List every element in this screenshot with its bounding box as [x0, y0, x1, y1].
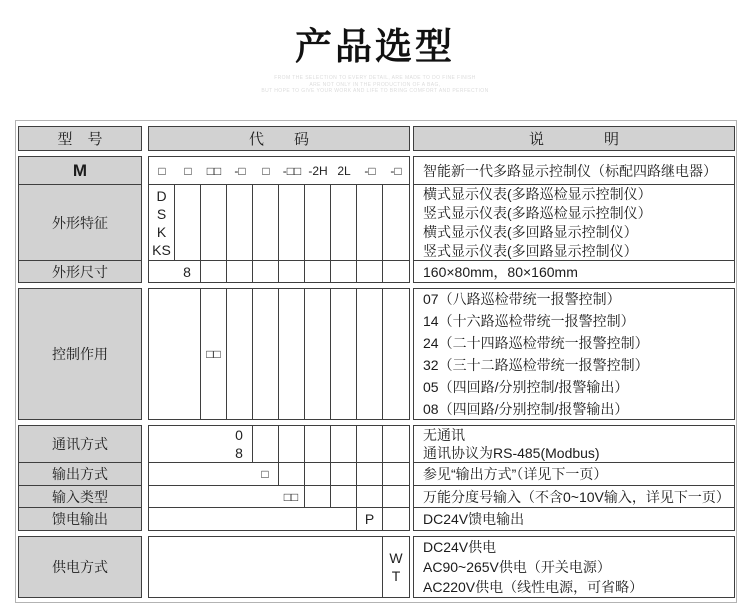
code-empty-cell [331, 261, 357, 282]
code-pos-6: -□□ [282, 163, 302, 178]
code-empty-cell [227, 261, 253, 282]
output-mode-code-cell: □ [149, 463, 279, 485]
desc-communication: 无通讯 通讯协议为RS-485(Modbus) [423, 427, 600, 461]
code-empty-cell [383, 426, 409, 462]
code-empty-cell [279, 185, 305, 260]
code-empty-cell [279, 463, 305, 485]
band-comm-output-input-feed [18, 425, 733, 531]
code-row-feed-output [149, 507, 409, 530]
code-empty-cell [357, 486, 383, 507]
code-row-shape-feature [149, 184, 409, 260]
desc-control-function: 07（八路巡检带统一报警控制） 14（十六路巡检带统一报警控制） 24（二十四路巡检带统一报警控制） 32（三十二路巡检带统一报警控制） 05（四回路/分别控制/报警输出） 08（四回路/分别控制/报警输出） [423, 291, 649, 417]
code-pos-10: -□ [390, 163, 402, 178]
code-empty-cell [227, 185, 253, 260]
code-row-output-mode [149, 462, 409, 485]
code-empty-cell [305, 261, 331, 282]
code-empty-cell [357, 289, 383, 419]
column-header-description: 说 明 [414, 127, 734, 150]
shape-feature-codes: D S K KS [149, 185, 175, 260]
row-label-communication: 通讯方式 [19, 426, 141, 462]
code-row-dimensions [149, 260, 409, 282]
code-empty-cell [305, 426, 331, 462]
desc-power-supply: DC24V供电 AC90~265V供电（开关电源） AC220V供电（线性电源，可省略） [423, 539, 644, 595]
code-pos-7: -2H [308, 163, 328, 178]
code-row-input-type [149, 485, 409, 507]
code-pos-2: □ [184, 163, 192, 178]
row-label-power-supply: 供电方式 [19, 537, 141, 597]
table-header-band [18, 126, 733, 151]
code-empty-cell [227, 289, 253, 419]
code-empty-cell [305, 463, 331, 485]
feed-output-code-cell: P [357, 508, 383, 530]
code-pos-5: □ [262, 163, 270, 178]
dimension-code-cell: 8 [149, 261, 201, 282]
control-code-cell: □□ [201, 289, 227, 419]
code-empty-cell [357, 261, 383, 282]
code-pattern-row [149, 157, 409, 184]
tagline-line: FROM THE SELECTION TO EVERY DETAIL, ARE MADE TO DO FINE FINISH [274, 75, 476, 81]
band-control-function [18, 288, 733, 420]
code-empty-cell [253, 289, 279, 419]
code-empty-cell [357, 185, 383, 260]
row-label-shape-feature: 外形特征 [19, 184, 141, 260]
code-empty-cell [253, 185, 279, 260]
code-empty-cell [201, 185, 227, 260]
code-empty-cell [331, 185, 357, 260]
code-pos-9: -□ [364, 163, 376, 178]
band-power-supply [18, 536, 733, 598]
input-type-code-cell: □□ [149, 486, 305, 507]
code-pos-4: -□ [234, 163, 246, 178]
code-empty-cell [253, 261, 279, 282]
desc-output-mode: 参见“输出方式”（详见下一页） [414, 462, 734, 485]
band-model-shape-size [18, 156, 733, 283]
desc-shape-feature: 横式显示仪表(多路巡检显示控制仪） 竖式显示仪表(多路巡检显示控制仪） 横式显示仪表(多回路显示控制仪） 竖式显示仪表(多回路显示控制仪） [414, 184, 734, 260]
desc-feed-output: DC24V馈电输出 [414, 507, 734, 530]
code-empty-cell [357, 463, 383, 485]
code-empty-cell [279, 289, 305, 419]
code-empty-cell [279, 261, 305, 282]
page-title: 产品选型 [295, 26, 455, 67]
row-label-dimensions: 外形尺寸 [19, 260, 141, 282]
code-empty-cell [149, 508, 357, 530]
code-empty-cell [331, 463, 357, 485]
code-row-communication [149, 426, 409, 462]
tagline-line: ARE NOT ONLY IN THE PRODUCTION OF A BAG, [309, 81, 441, 88]
code-pos-1: □ [158, 163, 166, 178]
code-empty-cell [279, 426, 305, 462]
row-label-input-type: 输入类型 [19, 485, 141, 507]
code-row-control-function [149, 289, 409, 419]
code-empty-cell [383, 486, 409, 507]
tagline-line: BUT HOPE TO GIVE YOUR WORK AND LIFE TO BRING COMFORT AND PERFECTION [261, 88, 489, 94]
code-empty-cell [383, 508, 409, 530]
code-empty-cell [383, 289, 409, 419]
row-label-feed-output: 馈电输出 [19, 507, 141, 530]
column-header-model: 型 号 [19, 127, 141, 150]
desc-model: 智能新一代多路显示控制仪（标配四路继电器） [423, 162, 717, 179]
code-empty-cell [383, 185, 409, 260]
desc-dimensions: 160×80mm，80×160mm [414, 260, 734, 282]
communication-code-cell: 0 8 [149, 426, 253, 462]
code-empty-cell [331, 486, 357, 507]
code-empty-cell [331, 426, 357, 462]
code-empty-cell [149, 537, 383, 597]
row-label-control-function: 控制作用 [19, 289, 141, 419]
code-empty-cell [305, 185, 331, 260]
code-pos-8: 2L [337, 163, 351, 178]
code-empty-cell [383, 261, 409, 282]
row-label-model: M [19, 157, 141, 184]
desc-input-type: 万能分度号输入（不含0~10V输入，详见下一页） [414, 485, 734, 507]
code-empty-cell [383, 463, 409, 485]
power-supply-code-cell: W T [389, 550, 403, 584]
code-pos-3: □□ [206, 163, 222, 178]
row-label-output-mode: 输出方式 [19, 462, 141, 485]
code-empty-cell [331, 289, 357, 419]
code-empty-cell [305, 289, 331, 419]
column-header-code: 代 码 [149, 127, 409, 150]
code-empty-cell [357, 426, 383, 462]
code-empty-cell [253, 426, 279, 462]
code-empty-cell [305, 486, 331, 507]
tagline [0, 75, 750, 95]
code-empty-cell [175, 185, 201, 260]
code-empty-cell [201, 261, 227, 282]
code-empty-cell [149, 289, 201, 419]
product-selection-table [15, 120, 737, 603]
code-row-power-supply [149, 537, 409, 597]
